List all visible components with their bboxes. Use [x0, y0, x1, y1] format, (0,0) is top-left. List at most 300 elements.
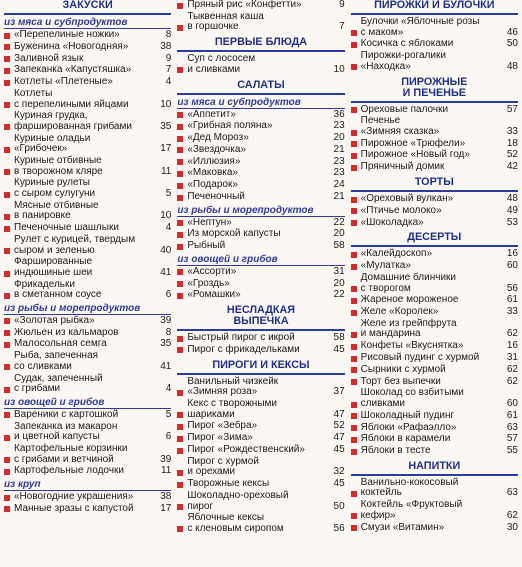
recipe-entry	[177, 180, 344, 191]
bullet-icon	[4, 226, 10, 232]
recipe-entry	[351, 500, 518, 521]
bullet-icon	[351, 107, 357, 113]
recipe-entry	[351, 105, 518, 116]
recipe-name: «Гроздь»	[187, 277, 230, 289]
recipe-name: Буженина «Новогодняя»	[14, 40, 129, 52]
bullet-icon	[4, 56, 10, 62]
recipe-name: Куриная грудка, фаршированная грибами	[14, 110, 132, 132]
page-number: 37	[333, 386, 345, 398]
page-number: 38	[160, 490, 172, 502]
recipe-name: Фаршированные индюшиные шеи	[14, 256, 93, 278]
bullet-icon	[177, 112, 183, 118]
recipe-entry	[351, 295, 518, 306]
recipe-entry	[4, 466, 171, 477]
recipe-name: Домашние блинчики с творогом	[360, 271, 456, 294]
recipe-name: Пряничный домик	[360, 161, 445, 173]
bullet-icon	[177, 293, 183, 299]
bullet-icon	[4, 318, 10, 324]
bullet-icon	[177, 347, 183, 353]
page-number: 7	[339, 21, 345, 33]
recipe-entry	[351, 478, 518, 499]
recipe-entry	[351, 523, 518, 534]
page-number: 61	[506, 409, 518, 421]
recipe-entry	[4, 422, 171, 443]
recipe-entry	[177, 12, 344, 33]
recipe-name: Сырники с хурмой	[360, 363, 446, 375]
bullet-icon	[4, 469, 10, 475]
bullet-icon	[177, 124, 183, 130]
recipe-entry	[4, 257, 171, 278]
page-number: 40	[160, 244, 172, 256]
recipe-name: Куриные отбивные в творожном кляре	[14, 155, 103, 177]
page-number: 38	[160, 40, 172, 52]
recipe-name: Пирог «Зима»	[187, 432, 253, 444]
recipe-entry	[4, 410, 171, 421]
bullet-icon	[4, 102, 10, 108]
recipe-entry	[351, 206, 518, 217]
bullet-icon	[351, 64, 357, 70]
index-column-2	[177, 0, 344, 567]
recipe-name: Запеканка «Капустяшка»	[14, 64, 132, 76]
page-number: 33	[506, 125, 518, 137]
recipe-entry	[177, 54, 344, 75]
section-title: ПИРОЖНЫЕ И ПЕЧЕНЬЕ	[351, 74, 518, 103]
page-number: 36	[333, 108, 345, 120]
recipe-name: Яблочные кексы с кленовым сиропом	[187, 512, 284, 534]
page-number: 32	[333, 466, 345, 478]
bullet-icon	[177, 195, 183, 201]
page-number: 58	[333, 332, 345, 344]
bullet-icon	[177, 336, 183, 342]
bullet-icon	[177, 136, 183, 142]
bullet-icon	[177, 171, 183, 177]
recipe-name: Яблоки в тесте	[360, 445, 431, 457]
page-number: 11	[160, 465, 172, 477]
bullet-icon	[351, 165, 357, 171]
recipe-entry	[177, 145, 344, 156]
bullet-icon	[4, 364, 10, 370]
bullet-icon	[177, 232, 183, 238]
recipe-name: Мясные отбивные в панировке	[14, 199, 99, 222]
page-number: 50	[506, 38, 518, 50]
recipe-list	[177, 267, 344, 301]
page-number: 7	[165, 64, 172, 76]
page-number: 39	[160, 453, 172, 465]
bullet-icon	[177, 147, 183, 153]
recipe-name: Судак, запеченный с грибами	[14, 372, 103, 395]
bullet-icon	[4, 435, 10, 441]
page-number: 8	[165, 326, 172, 338]
recipe-entry	[351, 17, 518, 38]
recipe-name: «Калейдоскоп»	[360, 248, 433, 260]
subsection-title: из мяса и субпродуктов	[4, 17, 171, 29]
recipe-name: Пирог с хурмой и орехами	[187, 455, 259, 478]
recipe-entry	[177, 229, 344, 240]
bullet-icon	[351, 356, 357, 362]
page-number: 6	[165, 289, 172, 301]
recipe-name: Шоколад со взбитыми сливками	[360, 387, 464, 409]
recipe-entry	[351, 194, 518, 205]
page-number: 21	[333, 191, 345, 202]
recipe-entry	[4, 328, 171, 339]
page-number: 9	[165, 52, 172, 64]
subsection-title: из овощей и грибов	[4, 397, 171, 409]
recipe-entry	[351, 307, 518, 318]
bullet-icon	[177, 67, 183, 73]
recipe-entry	[177, 377, 344, 398]
recipe-entry	[4, 504, 171, 515]
page-number: 4	[165, 76, 172, 88]
recipe-name: Пирог «Рождественский»	[187, 443, 305, 455]
bullet-icon	[4, 192, 10, 198]
recipe-name: «Дед Мороз»	[187, 132, 249, 144]
recipe-name: Заливной язык	[14, 52, 84, 64]
recipe-entry	[177, 0, 344, 11]
subsection-title: из мяса и субпродуктов	[177, 97, 344, 109]
recipe-list	[351, 478, 518, 533]
bullet-icon	[177, 269, 183, 275]
page-number: 46	[506, 26, 518, 38]
recipe-list	[351, 194, 518, 228]
recipe-name: Малосольная семга	[14, 338, 107, 350]
recipe-name: «Золотая рыбка»	[14, 314, 95, 326]
recipe-entry	[351, 341, 518, 352]
recipe-name: Жареное мороженое	[360, 294, 459, 306]
section-title: НАПИТКИ	[351, 458, 518, 476]
recipe-name: Печенье «Зимняя сказка»	[360, 115, 440, 137]
bullet-icon	[351, 220, 357, 226]
page-number: 30	[506, 521, 518, 533]
recipe-name: Конфеты «Вкуснятка»	[360, 340, 464, 352]
recipe-entry	[351, 365, 518, 376]
bullet-icon	[351, 425, 357, 431]
bullet-icon	[177, 470, 183, 476]
recipe-name: Желе «Королек»	[360, 306, 439, 318]
recipe-name: «Ромашки»	[187, 289, 241, 301]
recipe-list	[177, 333, 344, 355]
recipe-entry	[4, 42, 171, 53]
recipe-name: «Маковка»	[187, 167, 238, 179]
bullet-icon	[4, 147, 10, 153]
page-number: 23	[333, 155, 345, 167]
recipe-name: Творожные кексы	[187, 478, 270, 490]
page-number: 52	[333, 420, 345, 432]
recipe-name: Коктейль «Фруктовый кефир»	[360, 499, 463, 521]
recipe-name: Куриные рулеты с сыром сулугуни	[14, 177, 96, 199]
recipe-name: Ореховые палочки	[360, 103, 449, 115]
recipe-name: «Ореховый вулкан»	[360, 193, 454, 205]
recipe-name: «Мулатка»	[360, 260, 411, 272]
page-number: 20	[333, 228, 345, 240]
recipe-name: «Подарок»	[187, 179, 238, 191]
bullet-icon	[177, 412, 183, 418]
bullet-icon	[351, 252, 357, 258]
recipe-list	[4, 492, 171, 514]
page-number: 4	[165, 383, 172, 395]
bullet-icon	[351, 286, 357, 292]
recipe-name: Булочки «Яблочные розы с маком»	[360, 16, 480, 38]
recipe-name: Кекс с творожными шариками	[187, 398, 277, 420]
page-number: 10	[333, 63, 345, 75]
bullet-icon	[351, 413, 357, 419]
recipe-list	[351, 17, 518, 72]
recipe-name: Суп с лососем и сливками	[187, 53, 256, 75]
page-number: 23	[333, 167, 345, 179]
page-number: 33	[506, 306, 518, 318]
bullet-icon	[351, 30, 357, 36]
recipe-name: Желе из грейпфрута и мандарина	[360, 317, 457, 340]
recipe-entry	[4, 111, 171, 132]
page-number: 31	[506, 352, 518, 364]
recipe-entry	[4, 54, 171, 65]
recipe-name: Косичка с яблоками	[360, 38, 454, 50]
page-number: 56	[506, 282, 518, 294]
section-title: ПЕРВЫЕ БЛЮДА	[177, 34, 344, 52]
page-number: 5	[165, 188, 172, 199]
recipe-name: Пирог с фрикадельками	[187, 343, 300, 355]
recipe-entry	[4, 89, 171, 110]
recipe-name: «Нептун»	[187, 216, 232, 228]
bullet-icon	[351, 130, 357, 136]
page-number: 20	[333, 132, 345, 144]
recipe-name: Пирожки-рогалики «Находка»	[360, 50, 446, 72]
recipe-entry	[177, 399, 344, 420]
recipe-entry	[4, 351, 171, 372]
page-number: 39	[160, 314, 172, 326]
recipe-entry	[177, 121, 344, 132]
recipe-entry	[177, 479, 344, 490]
page-number: 53	[506, 216, 518, 228]
recipe-name: Пирожное «Трюфели»	[360, 137, 466, 149]
recipe-entry	[177, 457, 344, 478]
bullet-icon	[4, 214, 10, 220]
bullet-icon	[177, 281, 183, 287]
recipe-entry	[4, 30, 171, 41]
recipe-name: Вареники с картошкой	[14, 408, 119, 420]
recipe-entry	[351, 39, 518, 50]
page-number: 62	[506, 375, 518, 387]
page-number: 47	[333, 432, 345, 444]
section-title: ПИРОГИ И КЕКСЫ	[177, 357, 344, 375]
bullet-icon	[4, 248, 10, 254]
recipe-entry	[351, 353, 518, 364]
recipe-entry	[351, 249, 518, 260]
recipe-entry	[177, 168, 344, 179]
page-number: 22	[333, 216, 345, 228]
page-number: 8	[165, 29, 172, 40]
page-number: 9	[339, 0, 345, 10]
recipe-name: Шоколадный пудинг	[360, 409, 455, 421]
section-title: ТОРТЫ	[351, 174, 518, 192]
bullet-icon	[4, 457, 10, 463]
page-number: 17	[160, 502, 172, 514]
recipe-entry	[177, 218, 344, 229]
page-number: 63	[506, 487, 518, 499]
recipe-entry	[4, 77, 171, 88]
recipe-entry	[177, 279, 344, 290]
recipe-entry	[177, 241, 344, 252]
recipe-list	[4, 316, 171, 395]
recipe-list	[351, 105, 518, 173]
recipe-name: Печеночный	[187, 191, 245, 202]
page-number: 41	[160, 360, 172, 372]
recipe-entry	[4, 178, 171, 199]
recipe-name: Фрикадельки в сметанном соусе	[14, 278, 102, 301]
bullet-icon	[351, 197, 357, 203]
recipe-name: Пряный рис «Конфетти»	[187, 0, 302, 10]
bullet-icon	[4, 506, 10, 512]
page-number: 57	[506, 433, 518, 445]
page-number: 63	[506, 421, 518, 433]
bullet-icon	[4, 44, 10, 50]
recipe-entry	[177, 345, 344, 356]
bullet-icon	[351, 332, 357, 338]
bullet-icon	[351, 402, 357, 408]
recipe-name: Печеночные шашлыки	[14, 222, 119, 234]
bullet-icon	[177, 390, 183, 396]
page-number: 24	[333, 179, 345, 191]
recipe-entry	[177, 333, 344, 344]
recipe-name: Жюльен из кальмаров	[14, 326, 119, 338]
recipe-name: Ванильный чизкейк «Зимняя роза»	[187, 375, 279, 398]
page-number: 35	[160, 120, 172, 132]
page-number: 20	[333, 277, 345, 289]
section-title: ЗАКУСКИ	[4, 0, 171, 15]
recipe-entry	[351, 446, 518, 457]
recipe-entry	[351, 150, 518, 161]
recipe-name: Куриные оладьи «Грибочек»	[14, 132, 91, 155]
recipe-entry	[4, 223, 171, 234]
recipe-entry	[177, 513, 344, 534]
recipe-name: Шоколадно-ореховый пирог	[187, 489, 289, 512]
page-number: 55	[506, 445, 518, 457]
recipe-name: Манные зразы с капустой	[14, 502, 134, 514]
recipe-list	[4, 30, 171, 301]
page-number: 45	[333, 478, 345, 490]
recipe-list	[177, 54, 344, 75]
recipe-list	[177, 110, 344, 203]
bullet-icon	[177, 526, 183, 532]
recipe-name: Быстрый пирог с икрой	[187, 332, 295, 344]
recipe-name: «Аппетит»	[187, 108, 236, 120]
recipe-entry	[4, 134, 171, 155]
bullet-icon	[4, 330, 10, 336]
recipe-name: Тыквенная каша в горшочке	[187, 10, 264, 33]
bullet-icon	[177, 3, 183, 9]
page-number: 48	[506, 193, 518, 205]
recipe-entry	[351, 218, 518, 229]
bullet-icon	[351, 513, 357, 519]
recipe-list	[177, 377, 344, 535]
page-number: 22	[333, 289, 345, 301]
page-number: 23	[333, 120, 345, 132]
recipe-entry	[351, 319, 518, 340]
bullet-icon	[4, 80, 10, 86]
recipe-name: Пирог «Зебра»	[187, 420, 258, 432]
subsection-title: из рыбы и морепродуктов	[177, 205, 344, 217]
recipe-name: Яблоки «Рафаэлло»	[360, 421, 457, 433]
recipe-name: Торт без выпечки	[360, 375, 441, 387]
recipe-entry	[351, 261, 518, 272]
page-number: 60	[506, 397, 518, 409]
recipe-name: «Грибная поляна»	[187, 120, 273, 132]
page-number: 18	[506, 137, 518, 149]
bullet-icon	[177, 482, 183, 488]
bullet-icon	[351, 141, 357, 147]
recipe-entry	[177, 110, 344, 121]
bullet-icon	[351, 491, 357, 497]
recipe-name: «Перепелиные ножки»	[14, 29, 120, 40]
recipe-name: Ванильно-кокосовый коктейль	[360, 476, 459, 499]
page-number: 60	[506, 260, 518, 272]
recipe-entry	[4, 201, 171, 222]
recipe-entry	[351, 423, 518, 434]
recipe-entry	[4, 156, 171, 177]
recipe-entry	[351, 388, 518, 409]
page-number: 50	[333, 500, 345, 512]
bullet-icon	[351, 153, 357, 159]
recipe-entry	[177, 192, 344, 203]
recipe-entry	[4, 280, 171, 301]
subsection-title: из овощей и грибов	[177, 254, 344, 266]
page-number: 5	[165, 408, 172, 420]
recipe-entry	[4, 235, 171, 256]
recipe-name: «Ассорти»	[187, 265, 237, 277]
recipe-entry	[351, 411, 518, 422]
index-column-3	[351, 0, 518, 567]
subsection-title: из круп	[4, 479, 171, 491]
bullet-icon	[4, 412, 10, 418]
bullet-icon	[351, 525, 357, 531]
recipe-name: Пирожное «Новый год»	[360, 149, 470, 161]
page-number: 6	[165, 431, 172, 443]
bullet-icon	[177, 424, 183, 430]
bullet-icon	[4, 293, 10, 299]
recipe-entry	[177, 157, 344, 168]
page-number: 16	[506, 248, 518, 260]
recipe-entry	[177, 290, 344, 301]
bullet-icon	[351, 379, 357, 385]
page-number: 57	[506, 103, 518, 115]
index-column-1	[4, 0, 171, 567]
recipe-entry	[351, 139, 518, 150]
bullet-icon	[177, 436, 183, 442]
recipe-entry	[351, 273, 518, 294]
recipe-entry	[351, 434, 518, 445]
bullet-icon	[4, 124, 10, 130]
recipe-list	[177, 218, 344, 252]
page-number: 21	[333, 143, 345, 155]
bullet-icon	[4, 495, 10, 501]
recipe-name: «Птичье молоко»	[360, 204, 442, 216]
bullet-icon	[351, 344, 357, 350]
recipe-name: «Шоколадка»	[360, 216, 424, 228]
bullet-icon	[4, 33, 10, 39]
recipe-name: Картофельные лодочки	[14, 465, 124, 477]
page-number: 48	[506, 60, 518, 72]
bullet-icon	[351, 310, 357, 316]
recipe-entry	[177, 133, 344, 144]
recipe-name: Рисовый пудинг с хурмой	[360, 352, 480, 364]
bullet-icon	[4, 387, 10, 393]
recipe-name: Рулет с курицей, твердым сыром и зеленью	[14, 233, 136, 256]
page-number: 49	[506, 204, 518, 216]
bullet-icon	[351, 437, 357, 443]
recipe-entry	[351, 377, 518, 388]
recipe-entry	[351, 162, 518, 173]
recipe-entry	[177, 491, 344, 512]
bullet-icon	[177, 183, 183, 189]
